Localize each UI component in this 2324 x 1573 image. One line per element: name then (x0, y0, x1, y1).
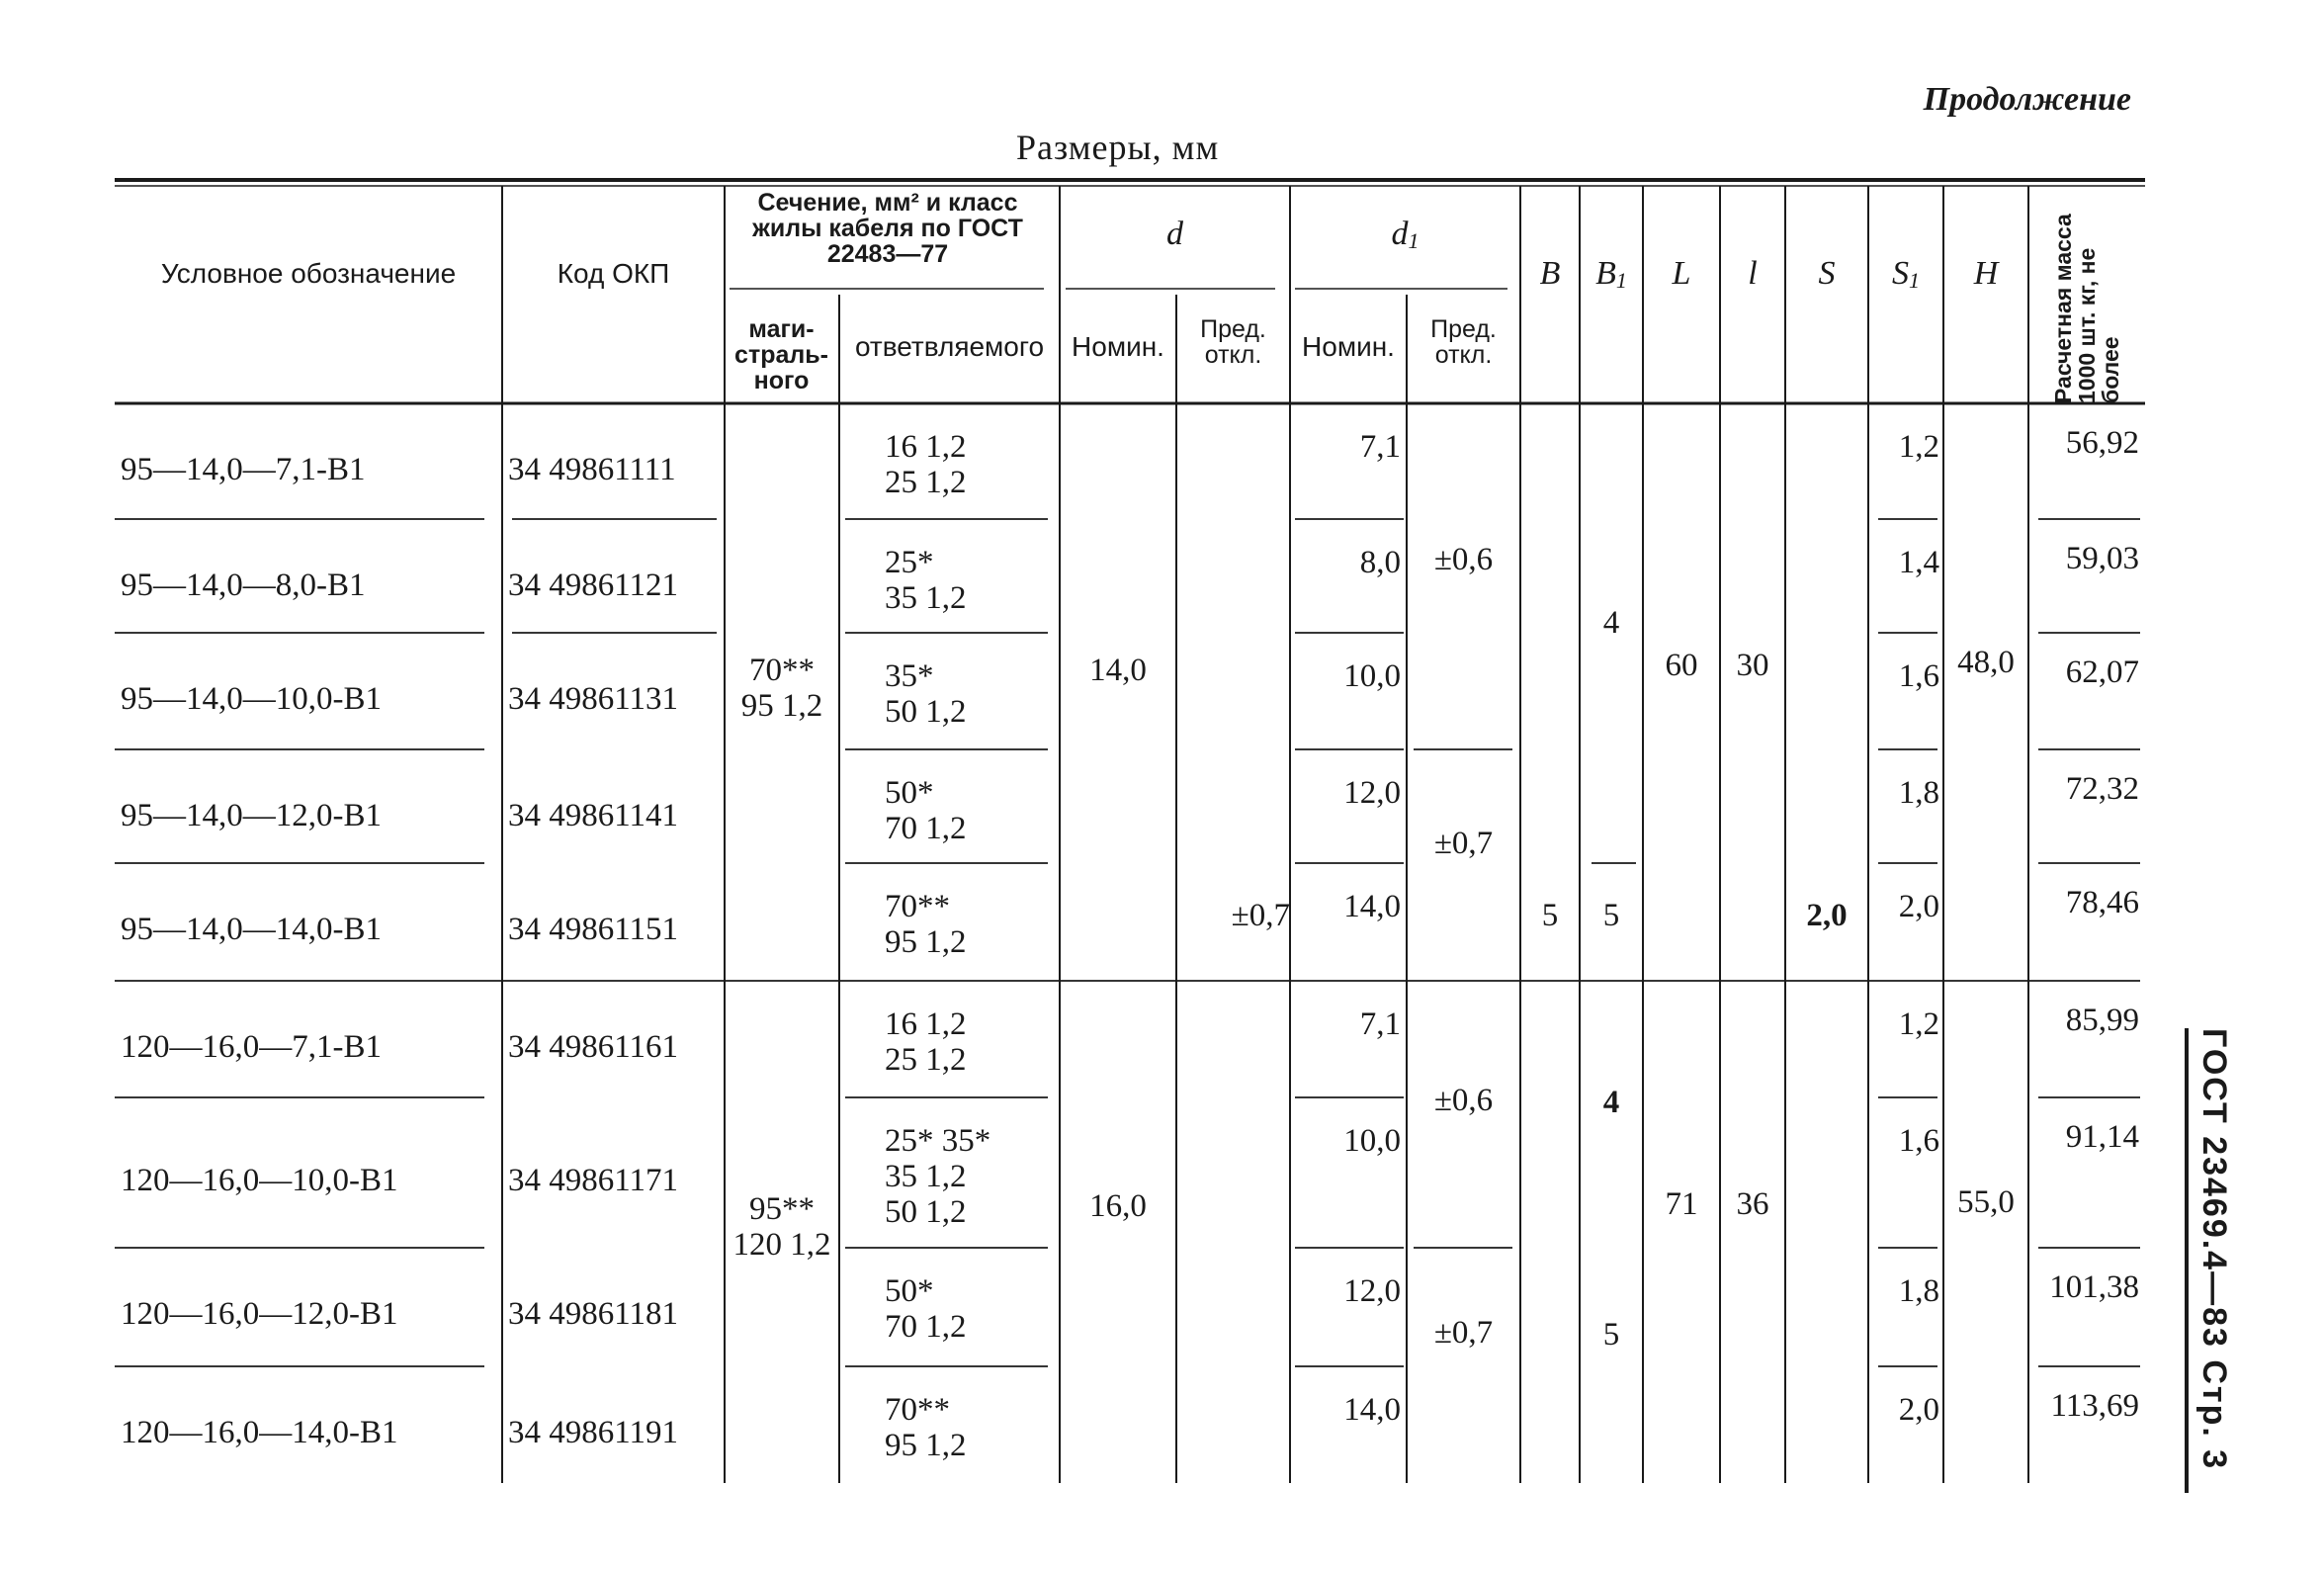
d-nom-group-2: 16,0 (1089, 1188, 1147, 1224)
row-mass: 101,38 (2049, 1269, 2139, 1305)
row-d1-nom: 10,0 (1343, 1123, 1401, 1159)
dimensions-caption: Размеры, мм (1016, 128, 1220, 167)
row-mass: 62,07 (2065, 655, 2139, 690)
S-value: 2,0 (1806, 898, 1848, 933)
row-okp: 34 49861131 (508, 681, 679, 717)
row-designation: 95—14,0—12,0-В1 (121, 798, 382, 833)
row-branch: 50* 70 1,2 (885, 775, 967, 846)
l-group-2: 36 (1736, 1186, 1769, 1222)
row-d1-nom: 7,1 (1359, 429, 1401, 465)
row-branch: 50* 70 1,2 (885, 1273, 967, 1345)
header-section: Сечение, мм² и класс жилы кабеля по ГОСТ 22483—77 (752, 189, 1023, 268)
d1-tol-b: ±0,7 (1433, 826, 1494, 861)
header-mass: Расчетная масса 1000 шт. кг, не более (2050, 214, 2123, 403)
row-designation: 120—16,0—14,0-В1 (121, 1415, 398, 1450)
header-d1-tol: Пред. откл. (1430, 315, 1497, 369)
header-S: S (1818, 255, 1836, 292)
main-line-group-1: 70** 95 1,2 (740, 653, 823, 724)
row-branch: 35* 50 1,2 (885, 658, 967, 730)
row-branch: 70** 95 1,2 (885, 1392, 967, 1463)
header-designation: Условное обозначение (160, 258, 457, 289)
row-d1-nom: 14,0 (1343, 1392, 1401, 1428)
header-l: l (1748, 255, 1758, 292)
row-d1-nom: 8,0 (1359, 545, 1401, 580)
row-branch: 70** 95 1,2 (885, 889, 967, 960)
B-value: 5 (1541, 898, 1559, 933)
header-B: B (1539, 255, 1561, 292)
L-group-2: 71 (1665, 1186, 1698, 1222)
row-designation: 95—14,0—14,0-В1 (121, 912, 382, 947)
header-H: H (1973, 255, 1999, 292)
header-okp: Код ОКП (557, 258, 670, 289)
side-page-label: ГОСТ 23469.4—83 Стр. 3 (2195, 1028, 2254, 1493)
row-okp: 34 49861191 (508, 1415, 679, 1450)
main-line-group-2: 95** 120 1,2 (732, 1191, 831, 1263)
row-mass: 91,14 (2065, 1119, 2139, 1155)
row-d1-nom: 12,0 (1343, 775, 1401, 811)
row-s1: 1,4 (1898, 545, 1939, 580)
d-tol: ±0,7 (1231, 898, 1290, 933)
row-designation: 120—16,0—7,1-В1 (121, 1029, 382, 1065)
row-mass: 113,69 (2050, 1388, 2139, 1424)
row-mass: 78,46 (2065, 885, 2139, 920)
row-s1: 1,2 (1898, 1006, 1939, 1042)
continuation-label: Продолжение (1923, 81, 2131, 118)
row-d1-nom: 12,0 (1343, 1273, 1401, 1309)
row-okp: 34 49861151 (508, 912, 679, 947)
row-designation: 95—14,0—10,0-В1 (121, 681, 382, 717)
row-s1: 1,6 (1898, 658, 1939, 694)
l-group-1: 30 (1736, 648, 1769, 683)
row-s1: 1,8 (1898, 775, 1939, 811)
row-mass: 85,99 (2065, 1003, 2139, 1038)
row-s1: 1,2 (1898, 429, 1939, 465)
header-main-line: маги- страль- ного (734, 315, 828, 394)
d1-tol-d: ±0,7 (1433, 1315, 1494, 1351)
row-mass: 56,92 (2065, 425, 2139, 461)
row-mass: 59,03 (2065, 541, 2139, 576)
header-d1: d1 (1391, 216, 1420, 253)
row-branch: 25* 35* 35 1,2 50 1,2 (885, 1123, 991, 1230)
header-d-nom: Номин. (1072, 331, 1164, 362)
L-group-1: 60 (1665, 648, 1698, 683)
B1-b: 5 (1602, 898, 1620, 933)
row-branch: 16 1,2 25 1,2 (885, 1006, 967, 1078)
row-okp: 34 49861161 (508, 1029, 679, 1065)
row-designation: 95—14,0—7,1-В1 (121, 452, 366, 487)
d-nom-group-1: 14,0 (1089, 653, 1147, 688)
row-designation: 95—14,0—8,0-В1 (121, 568, 366, 603)
header-branch: ответвляемого (854, 331, 1045, 362)
header-d1-nom: Номин. (1302, 331, 1395, 362)
d1-tol-a: ±0,6 (1433, 542, 1494, 577)
row-d1-nom: 7,1 (1359, 1006, 1401, 1042)
row-branch: 16 1,2 25 1,2 (885, 429, 967, 500)
header-S1: S1 (1892, 255, 1920, 293)
row-okp: 34 49861121 (508, 568, 679, 603)
row-s1: 2,0 (1898, 889, 1939, 924)
row-d1-nom: 14,0 (1343, 889, 1401, 924)
header-d: d (1166, 216, 1183, 252)
H-group-1: 48,0 (1957, 645, 2015, 680)
row-branch: 25* 35 1,2 (885, 545, 967, 616)
header-d-tol: Пред. откл. (1200, 315, 1266, 369)
B1-d: 5 (1602, 1317, 1620, 1353)
H-group-2: 55,0 (1957, 1184, 2015, 1220)
row-mass: 72,32 (2065, 771, 2139, 807)
d1-tol-c: ±0,6 (1433, 1083, 1494, 1118)
row-s1: 1,6 (1898, 1123, 1939, 1159)
header-B1: B1 (1595, 255, 1627, 293)
row-okp: 34 49861141 (508, 798, 679, 833)
row-okp: 34 49861111 (508, 452, 676, 487)
row-d1-nom: 10,0 (1343, 658, 1401, 694)
row-s1: 1,8 (1898, 1273, 1939, 1309)
row-okp: 34 49861171 (508, 1163, 679, 1198)
row-okp: 34 49861181 (508, 1296, 679, 1332)
row-s1: 2,0 (1898, 1392, 1939, 1428)
row-designation: 120—16,0—12,0-В1 (121, 1296, 398, 1332)
B1-a: 4 (1602, 605, 1620, 641)
row-designation: 120—16,0—10,0-В1 (121, 1163, 398, 1198)
B1-c: 4 (1602, 1085, 1620, 1120)
header-L: L (1672, 255, 1691, 292)
